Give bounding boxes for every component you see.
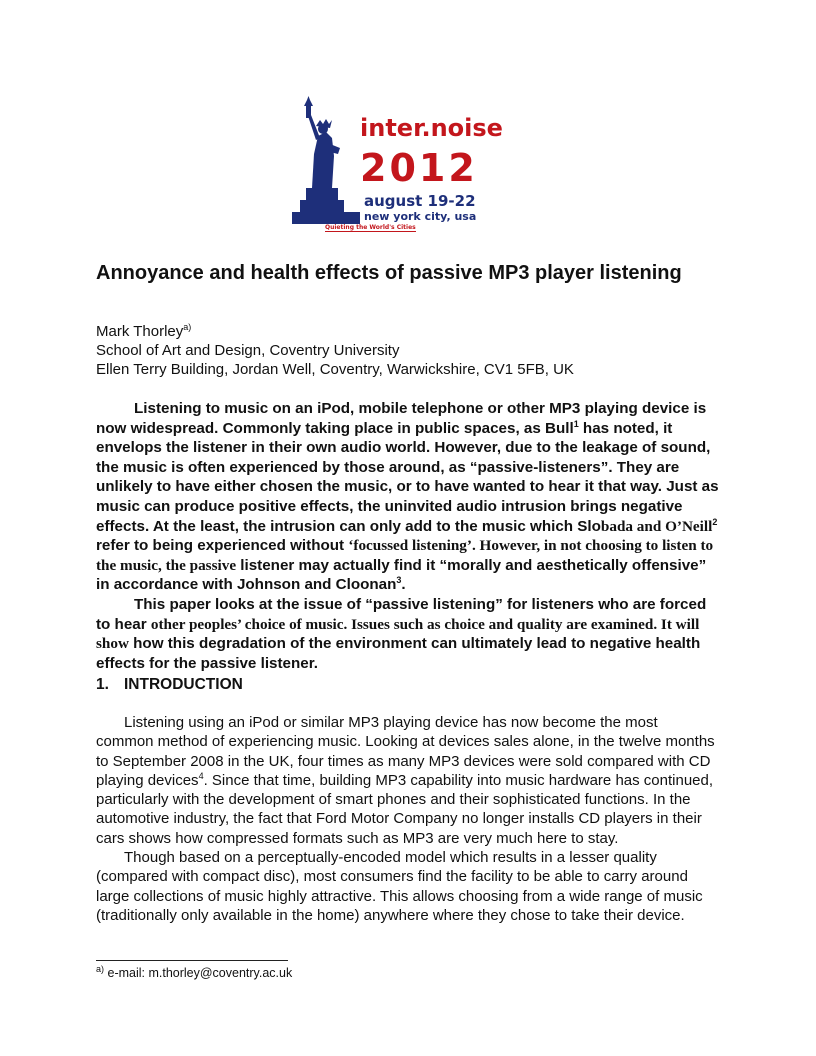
author-name: Mark Thorley — [96, 323, 184, 340]
introduction-body — [96, 713, 716, 925]
logo-brand-text: inter.noise — [360, 114, 503, 142]
paper-title: Annoyance and health effects of passive MP3 player listening — [96, 262, 682, 284]
citation-ref: 3 — [396, 575, 402, 586]
abstract — [96, 399, 722, 673]
author-line — [96, 322, 574, 341]
logo-year-text: 2012 — [360, 146, 478, 190]
abstract-text: bada and O’Neill — [600, 517, 713, 535]
abstract-text: . — [401, 576, 406, 594]
abstract-text: has noted, it envelops the listener in their own audio world. However, due to the leakage of sound, the music is often experienced by those around, as “passive-listeners”. They are unlikely to have either chosen the music, or to have wanted to hear it that way. Just as music can produce positive effects, the uninvited audio intrusion brings negative effects. At the least, the intrusion can only add to the music which Slo — [96, 419, 719, 535]
author-block — [96, 322, 574, 379]
abstract-text: refer to being experienced without — [96, 537, 349, 555]
abstract-text: other peoples’ choice of music. Issues such as choice and quality are examined. It will show — [96, 615, 700, 653]
author-affiliation: School of Art and Design, Coventry University — [96, 342, 400, 359]
citation-ref: 2 — [712, 516, 718, 527]
intro-paragraph-2: Though based on a perceptually-encoded model which results in a lesser quality (compared with compact disc), most consumers find the facility to be able to carry around large collections of music highly attractive. This allows choosing from a wide range of music (traditionally only available in the home) anywhere where they chose to take their device. — [96, 849, 703, 924]
intro-paragraph-1 — [96, 713, 716, 848]
abstract-text: listener may actually find it “morally and aesthetically offensive” in accordance with Johnson and Cloonan — [96, 556, 707, 594]
body-text: Listening using an iPod or similar MP3 playing device has now become the most common method of experiencing music. Looking at devices sales alone, in the twelve months to September 2008 in the UK, four times as many MP3 devices were sold compared with CD playing devices — [96, 714, 715, 789]
author-footnote-mark: a) — [183, 322, 192, 332]
body-text: . Since that time, building MP3 capability into music hardware has continued, particularly with the development of smart phones and their sophisticated functions. In the automotive industry, the fact that Ford Motor Company no longer installs CD players in their cars shows how compressed formats such as MP3 are very much here to stay. — [96, 771, 714, 847]
footnote — [96, 963, 293, 980]
statue-of-liberty-icon — [292, 96, 364, 228]
abstract-paragraph-2 — [96, 595, 722, 673]
logo-dates-text: august 19-22 — [364, 192, 476, 210]
footnote-divider — [96, 960, 288, 961]
conference-logo — [292, 96, 503, 238]
logo-city-text: new york city, usa — [364, 210, 477, 223]
abstract-text: Listening to music on an iPod, mobile telephone or other MP3 playing device is now widespread. Commonly taking place in public spaces, as Bull — [96, 400, 707, 437]
footnote-text: e-mail: m.thorley@coventry.ac.uk — [104, 966, 293, 980]
footnote-mark: a) — [96, 963, 105, 974]
section-title: INTRODUCTION — [124, 676, 243, 693]
abstract-text: This paper looks at the issue of “passive listening” for listeners who are forced to hear — [96, 595, 707, 633]
section-heading — [96, 676, 243, 694]
abstract-paragraph-1 — [96, 399, 722, 595]
abstract-text: how this degradation of the environment can ultimately lead to negative health effects for the passive listener. — [96, 635, 701, 672]
author-address: Ellen Terry Building, Jordan Well, Coventry, Warwickshire, CV1 5FB, UK — [96, 361, 574, 378]
citation-ref: 1 — [573, 418, 579, 429]
abstract-text: ‘focussed listening’. However, in not choosing to listen to the music, the passive — [96, 537, 714, 574]
logo-slogan-text: Quieting the World's Cities — [325, 224, 416, 231]
section-number: 1. — [96, 676, 109, 693]
citation-ref: 4 — [198, 770, 204, 781]
